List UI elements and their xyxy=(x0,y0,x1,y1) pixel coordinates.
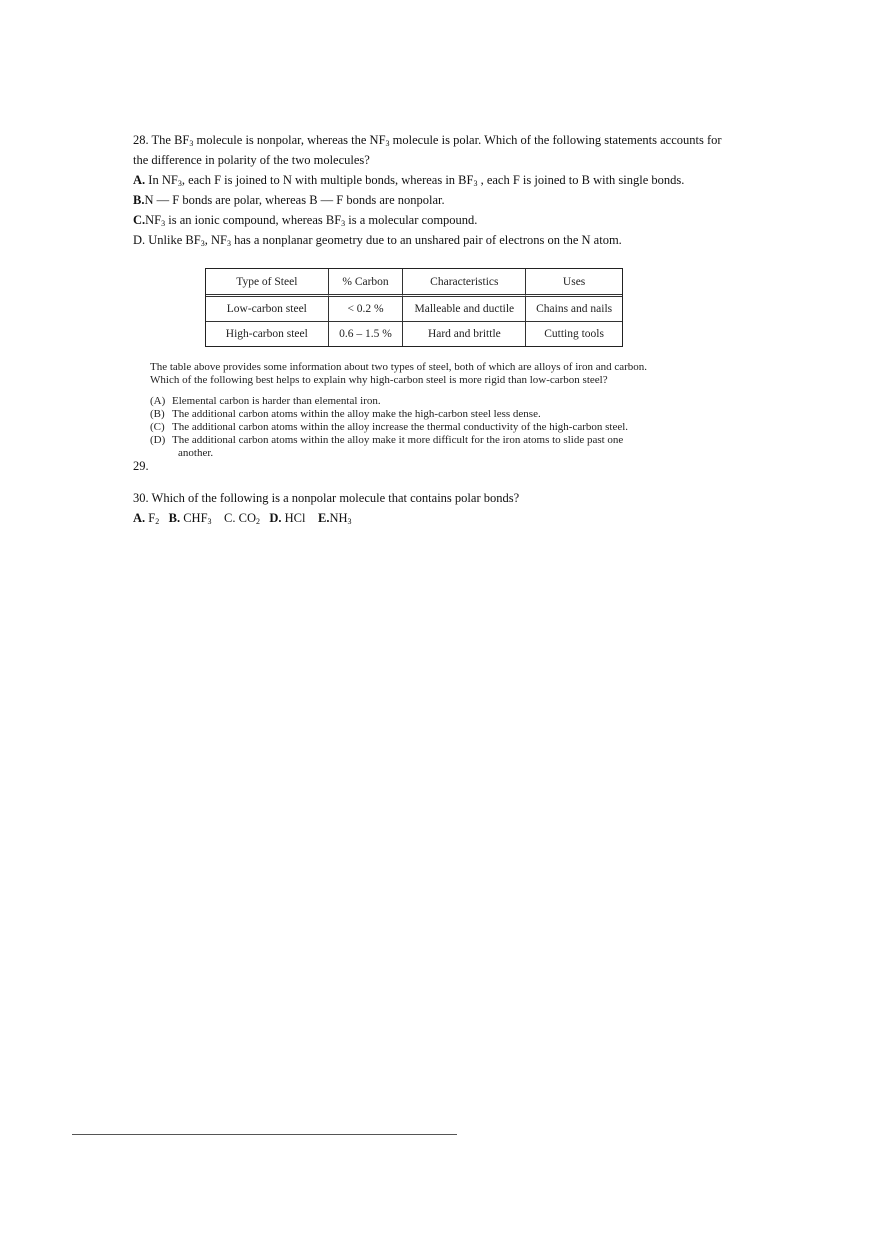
table-cell: < 0.2 % xyxy=(329,297,404,322)
q29-number: 29. xyxy=(133,459,149,473)
table-header: Characteristics xyxy=(403,269,526,297)
q29-prompt-line1: The table above provides some information about two types of steel, both of which are alloys of iron and carbon. xyxy=(150,361,648,373)
q28-stem-line1: 28. The $BF_3$ molecule is nonpolar, whereas the $NF_3$ molecule is polar. Which of the following statements accounts for xyxy=(133,133,722,148)
q29-option-a: (A) Elemental carbon is harder than elemental iron. xyxy=(150,395,381,407)
table-cell: Malleable and ductile xyxy=(403,297,526,322)
table-cell: Low-carbon steel xyxy=(206,297,329,322)
footnote-divider xyxy=(72,1134,457,1135)
table-header: % Carbon xyxy=(329,269,404,297)
q28-option-c: $C.NF_3$ is an ionic compound, whereas $BF_3$ is a molecular compound. xyxy=(133,213,478,228)
q29-option-d-continued: another. xyxy=(178,447,214,459)
table-cell: Hard and brittle xyxy=(403,322,526,346)
q30-options: A. $F_2$ B. $CHF_3$ C. $CO_2$ D. HCl $E.NH_3$ xyxy=(133,511,352,526)
table-cell: 0.6 – 1.5 % xyxy=(329,322,404,346)
q29-option-d: (D) The additional carbon atoms within the alloy make it more difficult for the iron atoms to slide past one xyxy=(150,434,624,446)
q28-option-a: A. In $NF_3$, each F is joined to N with multiple bonds, whereas in $BF_3$ , each F is joined to B with single bonds. xyxy=(133,173,685,188)
q29-option-c: (C) The additional carbon atoms within the alloy increase the thermal conductivity of the high-carbon steel. xyxy=(150,421,629,433)
table-header: Type of Steel xyxy=(206,269,329,297)
table-cell: Chains and nails xyxy=(526,297,622,322)
q28-option-d: D. Unlike $BF_3$, $NF_3$ has a nonplanar geometry due to an unshared pair of electrons on the N atom. xyxy=(133,233,622,248)
q30-stem: 30. Which of the following is a nonpolar molecule that contains polar bonds? xyxy=(133,491,520,505)
table-cell: Cutting tools xyxy=(544,328,604,340)
q29-prompt-line2: Which of the following best helps to explain why high-carbon steel is more rigid than low-carbon steel? xyxy=(150,374,608,386)
q28-option-b: B.N — F bonds are polar, whereas B — F bonds are nonpolar. xyxy=(133,193,445,207)
q28-stem-line2: the difference in polarity of the two molecules? xyxy=(133,153,370,167)
table-header-row xyxy=(206,269,622,297)
table-row xyxy=(206,322,622,346)
q29-option-b: (B) The additional carbon atoms within the alloy make the high-carbon steel less dense. xyxy=(150,408,541,420)
steel-table xyxy=(205,268,623,347)
table-cell: High-carbon steel xyxy=(206,322,329,346)
table-header: Uses xyxy=(526,269,622,297)
table-row xyxy=(206,297,622,322)
